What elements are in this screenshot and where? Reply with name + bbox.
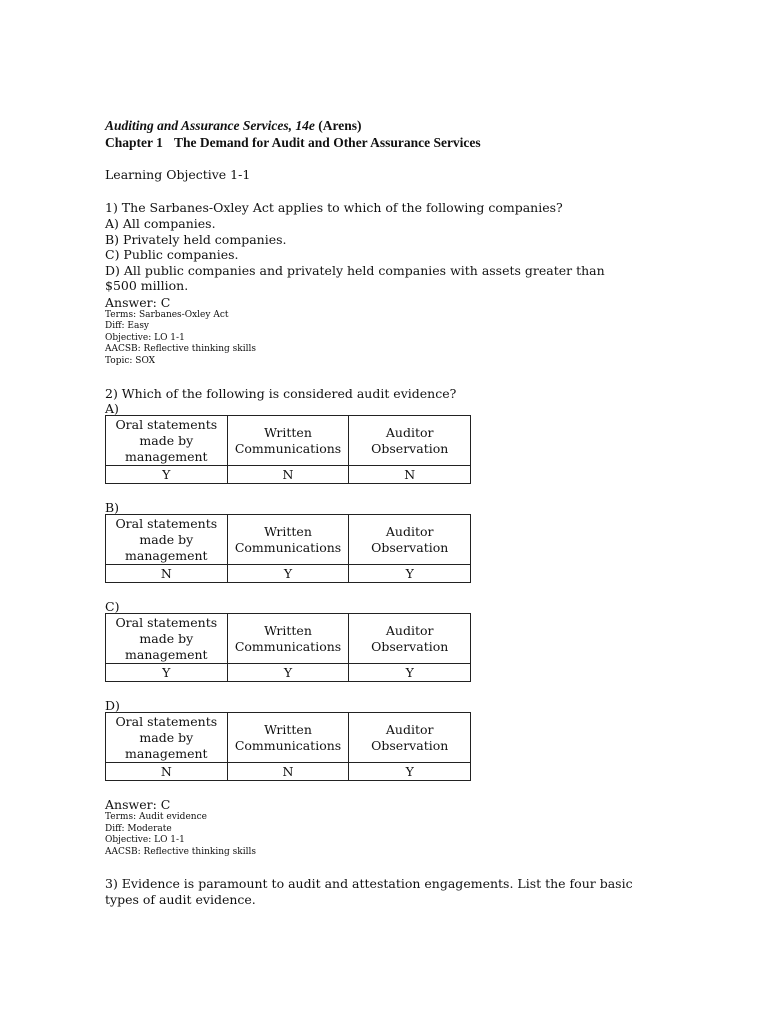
q2-difficulty: Diff: Moderate (105, 823, 172, 834)
q2-option-a-table (105, 415, 471, 484)
value-auditor-observation: Y (349, 763, 471, 781)
header-written-communications: Written Communications (227, 515, 349, 565)
q2-option-b-block (105, 501, 665, 583)
q2-option-d-block (105, 699, 665, 781)
value-oral-statements: Y (106, 466, 228, 484)
q2-option-c-table (105, 613, 471, 682)
value-written-communications: Y (227, 664, 349, 682)
q2-option-c-label: C) (105, 599, 120, 614)
chapter-heading (105, 134, 665, 151)
q1-aacsb: AACSB: Reflective thinking skills (105, 344, 256, 354)
document-page (105, 117, 665, 908)
q2-terms: Terms: Audit evidence (105, 812, 207, 822)
value-written-communications: N (227, 466, 349, 484)
header-auditor-observation: Auditor Observation (349, 515, 471, 565)
q2-option-a-label: A) (105, 401, 119, 416)
value-oral-statements: N (106, 763, 228, 781)
header-written-communications: Written Communications (227, 614, 349, 664)
chapter-number: Chapter 1 (105, 135, 163, 150)
chapter-title: The Demand for Audit and Other Assurance Services (174, 135, 481, 150)
header-auditor-observation: Auditor Observation (349, 713, 471, 763)
header-oral-statements: Oral statements made by management (106, 416, 228, 466)
q2-option-b-table (105, 514, 471, 583)
value-written-communications: Y (227, 565, 349, 583)
q2-option-d-label: D) (105, 698, 120, 713)
q2-option-a-block (105, 402, 665, 484)
q2-option-b-label: B) (105, 500, 120, 515)
header-auditor-observation: Auditor Observation (349, 614, 471, 664)
q2-option-c-block (105, 600, 665, 682)
book-author: (Arens) (318, 118, 362, 133)
q1-option-b: B) Privately held companies. (105, 231, 287, 247)
value-auditor-observation: N (349, 466, 471, 484)
q1-option-c: C) Public companies. (105, 247, 239, 262)
q2-aacsb: AACSB: Reflective thinking skills (105, 846, 256, 857)
book-title: Auditing and Assurance Services, 14e (105, 118, 315, 133)
q1-option-d: D) All public companies and privately held companies with assets greater than $500 million. (105, 262, 605, 293)
header-oral-statements: Oral statements made by management (106, 614, 228, 664)
q2-answer: Answer: C (105, 797, 171, 812)
value-auditor-observation: Y (349, 565, 471, 583)
q1-objective: Objective: LO 1-1 (105, 332, 185, 343)
value-oral-statements: N (106, 565, 228, 583)
q1-topic: Topic: SOX (105, 355, 156, 366)
header-oral-statements: Oral statements made by management (106, 713, 228, 763)
learning-objective: Learning Objective 1-1 (105, 167, 251, 182)
q1-terms: Terms: Sarbanes-Oxley Act (105, 309, 229, 320)
header-oral-statements: Oral statements made by management (106, 515, 228, 565)
header-auditor-observation: Auditor Observation (349, 416, 471, 466)
q2-objective: Objective: LO 1-1 (105, 835, 185, 845)
value-auditor-observation: Y (349, 664, 471, 682)
header-written-communications: Written Communications (227, 713, 349, 763)
value-oral-statements: Y (106, 664, 228, 682)
q2-option-d-table (105, 712, 471, 781)
header-written-communications: Written Communications (227, 416, 349, 466)
question-3-text: 3) Evidence is paramount to audit and attestation engagements. List the four basic types of audit evidence. (105, 876, 633, 907)
q1-answer: Answer: C (105, 294, 171, 310)
question-2-text: 2) Which of the following is considered audit evidence? (105, 386, 457, 401)
q1-option-a: A) All companies. (105, 216, 216, 231)
value-written-communications: N (227, 763, 349, 781)
book-title-line (105, 117, 665, 134)
question-1-text: 1) The Sarbanes-Oxley Act applies to which of the following companies? (105, 200, 563, 215)
q1-difficulty: Diff: Easy (105, 321, 150, 331)
